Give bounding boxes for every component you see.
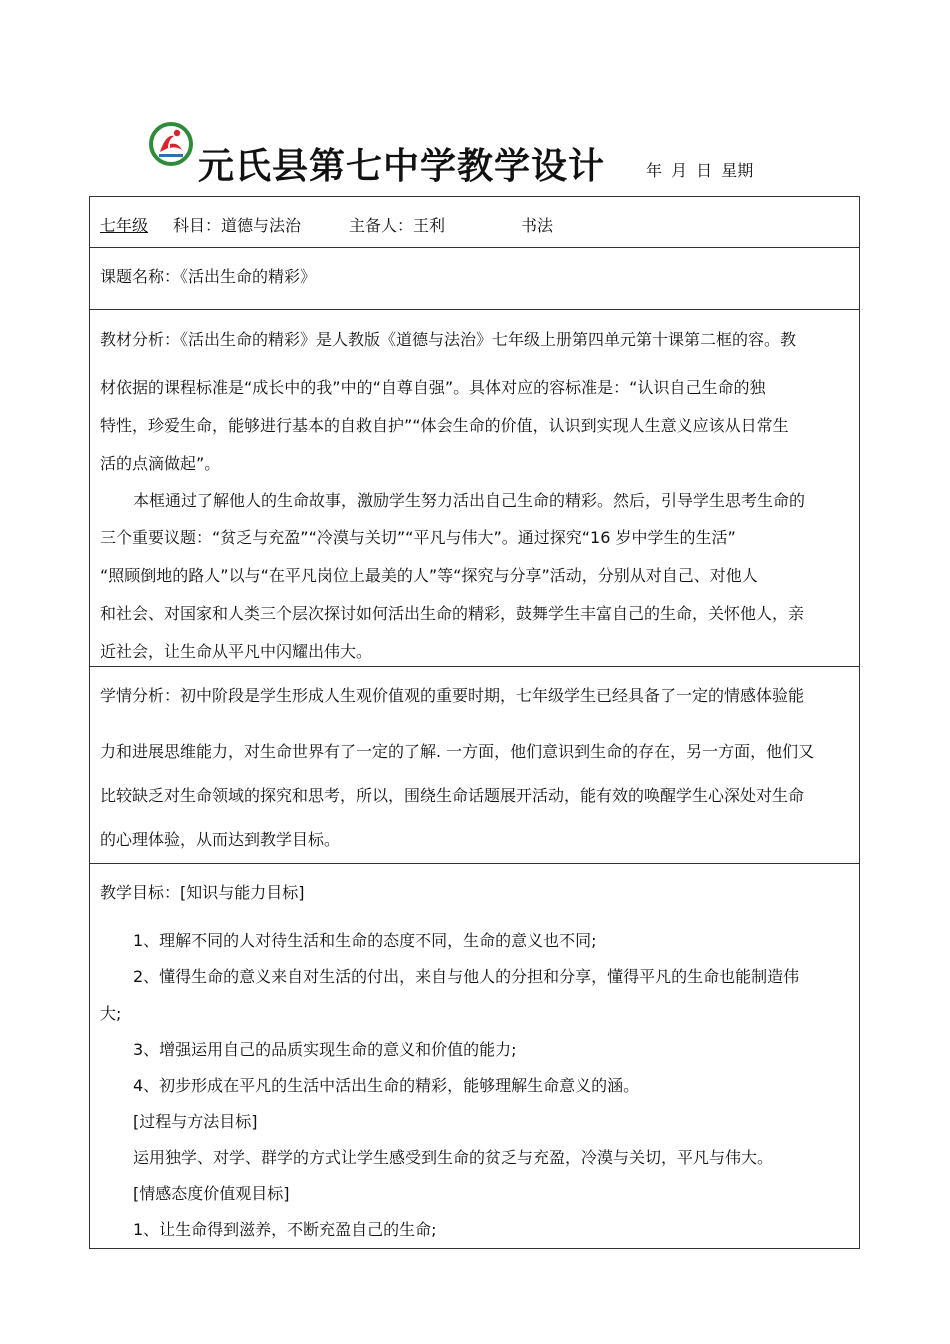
school-logo — [146, 122, 196, 166]
calligraphy-field: 书法 — [521, 216, 554, 235]
subject-field: 科目：道德与法治 — [173, 216, 302, 235]
objective-line: 4、初步形成在平凡的生活中活出生命的精彩，能够理解生命意义的涵。 — [133, 1076, 640, 1095]
learner-line: 的心理体验，从而达到教学目标。 — [100, 830, 341, 849]
objective-line: 3、增强运用自己的品质实现生命的意义和价值的能力; — [133, 1040, 517, 1059]
objective-line: [过程与方法目标] — [133, 1112, 258, 1131]
learner-line: 学情分析：初中阶段是学生形成人生观价值观的重要时期，七年级学生已经具备了一定的情感体验能 — [100, 686, 805, 705]
preparer-field: 主备人：王利 — [349, 216, 446, 235]
objectives-heading: 教学目标：[知识与能力目标] — [100, 883, 305, 902]
school-logo-icon — [146, 122, 196, 166]
material-line: 教材分析：《活出生命的精彩》是人教版《道德与法治》七年级上册第四单元第十课第二框的容。教 — [100, 330, 797, 349]
material-line: 特性，珍爱生命，能够进行基本的自救自护”“体会生命的价值，认识到实现人生意义应该从日常生 — [100, 416, 789, 435]
topic-row — [90, 248, 859, 310]
objective-line: 1、理解不同的人对待生活和生命的态度不同，生命的意义也不同; — [133, 931, 597, 950]
learner-line: 比较缺乏对生命领域的探究和思考，所以，围绕生命话题展开活动，能有效的唤醒学生心深处对生命 — [100, 786, 805, 805]
objective-line: 大; — [100, 1004, 122, 1023]
material-line: 活的点滴做起”。 — [100, 454, 221, 473]
material-line: 近社会，让生命从平凡中闪耀出伟大。 — [100, 642, 373, 661]
learner-line: 力和进展思维能力，对生命世界有了一定的了解. 一方面，他们意识到生命的存在，另一方面，他们又 — [100, 742, 815, 761]
objective-line: [情感态度价值观目标] — [133, 1184, 290, 1203]
grade-field: 七年级 — [100, 216, 149, 235]
lesson-plan-table — [89, 196, 860, 1249]
material-line: 材依据的课程标准是“成长中的我”中的“自尊自强”。具体对应的容标准是：“认识自己生命的独 — [100, 378, 766, 397]
material-analysis-row — [90, 310, 859, 667]
objective-line: 运用独学、对学、群学的方式让学生感受到生命的贫乏与充盈，冷漠与关切，平凡与伟大。 — [133, 1148, 774, 1167]
date-label: 年 月 日 星期 — [646, 161, 754, 180]
objective-line: 1、让生命得到滋养，不断充盈自己的生命; — [133, 1220, 437, 1239]
topic-title: 课题名称：《活出生命的精彩》 — [100, 267, 317, 286]
material-line: 本框通过了解他人的生命故事，激励学生努力活出自己生命的精彩。然后，引导学生思考生命的 — [133, 491, 806, 510]
material-line: “照顾倒地的路人”以与“在平凡岗位上最美的人”等“探究与分享”活动，分别从对自己、对他人 — [100, 566, 758, 585]
objectives-row — [90, 864, 859, 1250]
material-line: 和社会、对国家和人类三个层次探讨如何活出生命的精彩，鼓舞学生丰富自己的生命，关怀他人，亲 — [100, 604, 805, 623]
objective-line: 2、懂得生命的意义来自对生活的付出，来自与他人的分担和分享，懂得平凡的生命也能制造伟 — [133, 967, 800, 986]
page-title: 元氏县第七中学教学设计 — [198, 146, 606, 187]
material-line: 三个重要议题：“贫乏与充盈”“冷漠与关切”“平凡与伟大”。通过探究“16 岁中学生的生活” — [100, 528, 736, 547]
info-row — [90, 197, 859, 248]
learner-analysis-row — [90, 667, 859, 864]
